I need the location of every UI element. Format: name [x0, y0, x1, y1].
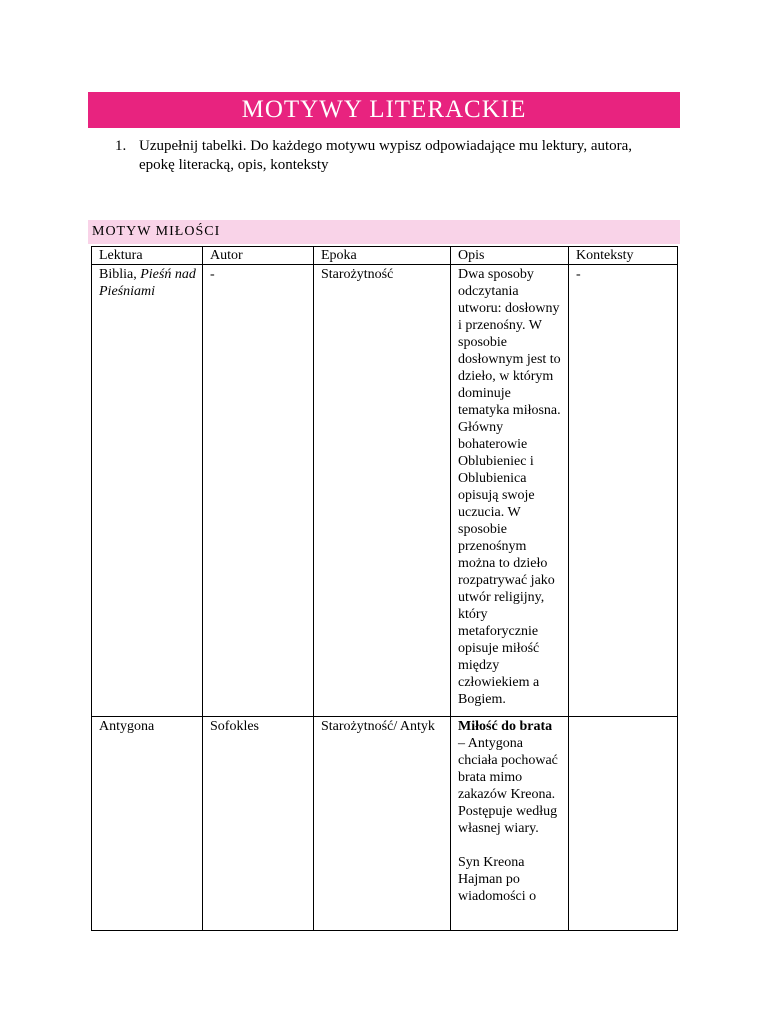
- page-title: MOTYWY LITERACKIE: [88, 92, 680, 128]
- header-autor: Autor: [203, 247, 314, 265]
- cell-epoka: Starożytność/ Antyk: [314, 717, 451, 931]
- cell-opis: Dwa sposoby odczytania utworu: dosłowny i przenośny. W sposobie dosłownym jest to dzieło, w którym dominuje tematyka miłosna. Główny bohaterowie Oblubieniec i Oblubienica opisują swoje uczucia. W sposobie przenośnym można to dzieło rozpatrywać jako utwór religijny, który metaforycznie opisuje miłość między człowiekiem a Bogiem.: [451, 265, 569, 717]
- instruction-number: 1.: [115, 138, 127, 154]
- header-konteksty: Konteksty: [569, 247, 678, 265]
- cell-lektura: Antygona: [92, 717, 203, 931]
- cell-epoka: Starożytność: [314, 265, 451, 717]
- cell-autor: -: [203, 265, 314, 717]
- cell-konteksty: [569, 717, 678, 931]
- table-header-row: [92, 247, 678, 265]
- instruction-line-2: epokę literacką, opis, konteksty: [139, 157, 329, 173]
- table-row: [92, 717, 678, 931]
- lektura-prefix: Biblia,: [99, 267, 141, 282]
- table-row: [92, 265, 678, 717]
- lektura-title: Pieśń nad Pieśniami: [99, 267, 196, 299]
- cell-konteksty: -: [569, 265, 678, 717]
- cell-lektura: [92, 265, 203, 717]
- cell-opis: [451, 717, 569, 931]
- instruction-line-1: Uzupełnij tabelki. Do każdego motywu wypisz odpowiadające mu lektury, autora,: [139, 138, 633, 154]
- motif-table: [91, 246, 678, 931]
- instruction-text: [139, 137, 679, 175]
- opis-text: – Antygona chciała pochować brata mimo zakazów Kreona. Postępuje według własnej wiary.: [458, 736, 558, 836]
- header-epoka: Epoka: [314, 247, 451, 265]
- opis-continuation: Syn Kreona Hajman po wiadomości o: [458, 855, 537, 904]
- header-lektura: Lektura: [92, 247, 203, 265]
- section-title: MOTYW MIŁOŚCI: [88, 220, 680, 244]
- header-opis: Opis: [451, 247, 569, 265]
- opis-heading: Miłość do brata: [458, 719, 553, 734]
- cell-autor: Sofokles: [203, 717, 314, 931]
